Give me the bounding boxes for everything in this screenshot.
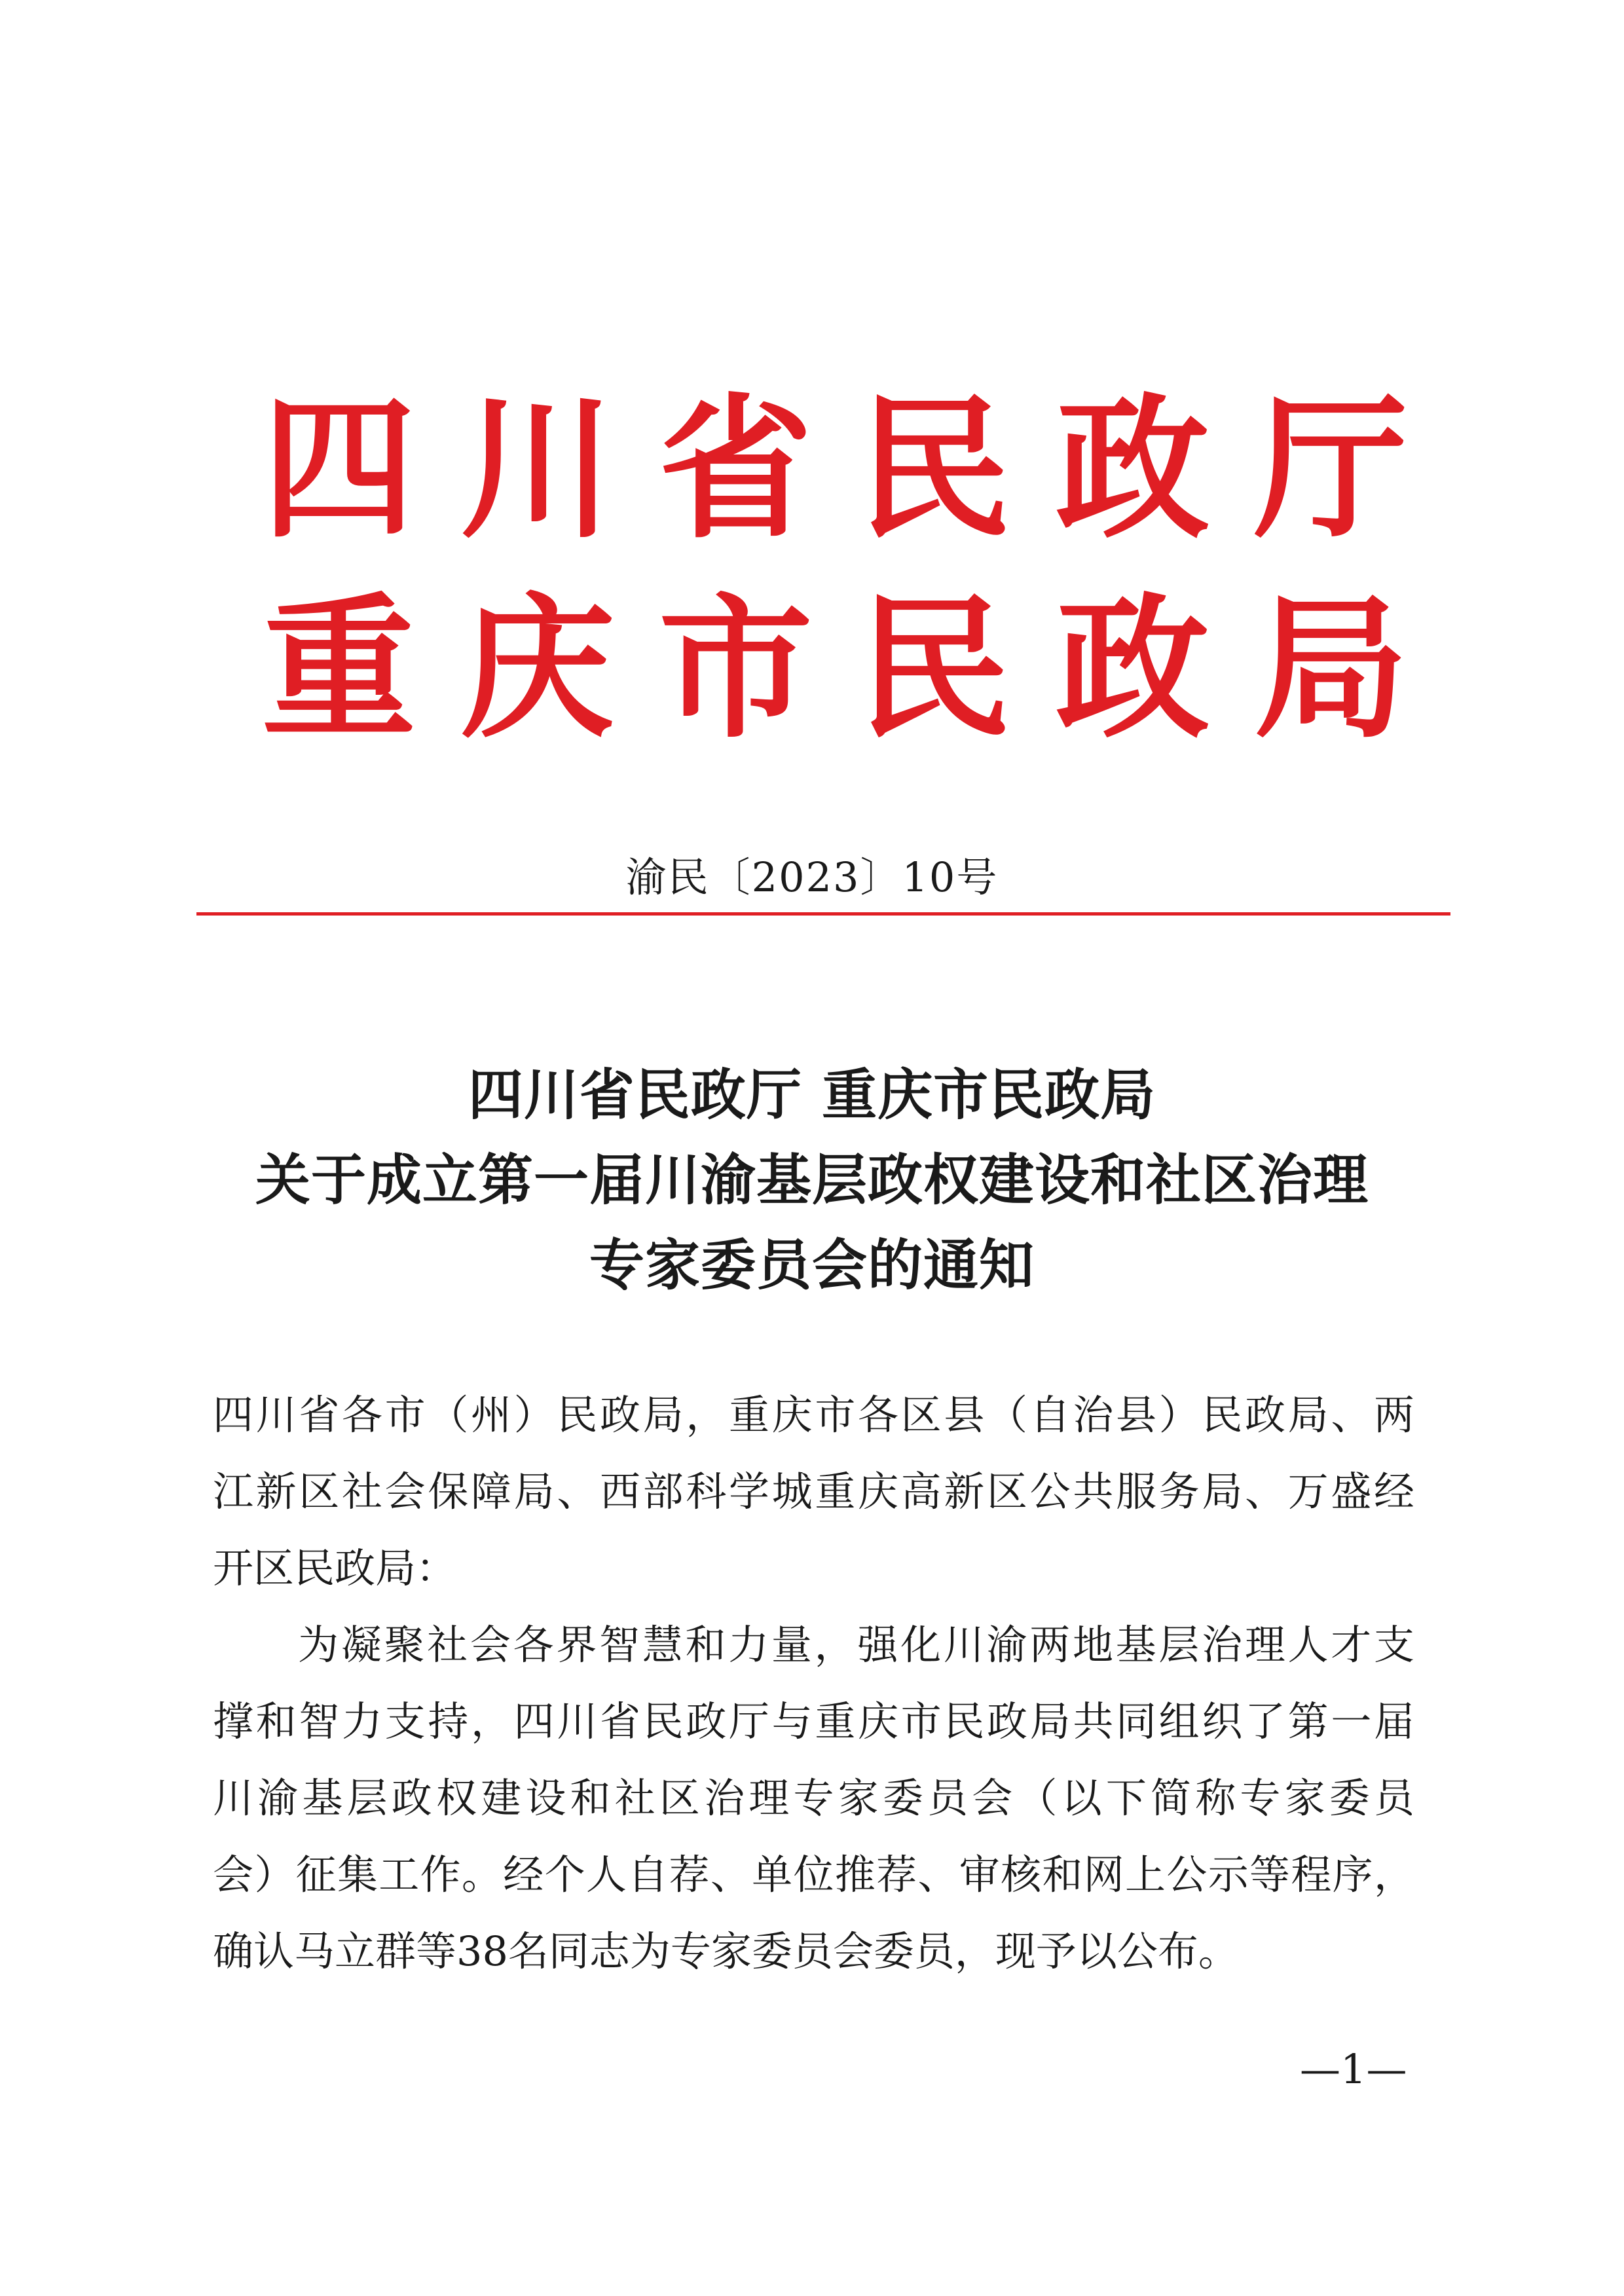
header-char: 四 <box>262 380 416 559</box>
header-char: 民 <box>857 580 1011 759</box>
paragraph-line: 为凝聚社会各界智慧和力量，强化川渝两地基层治理人才支 <box>298 1621 1414 1669</box>
address-line: 江新区社会保障局、西部科学城重庆高新区公共服务局、万盛经 <box>213 1468 1414 1515</box>
header-char: 川 <box>460 380 614 559</box>
paragraph-line: 确认马立群等38名同志为专家委员会委员，现予以公布。 <box>213 1927 1239 1975</box>
address-line: 四川省各市（州）民政局，重庆市各区县（自治县）民政局、两 <box>213 1391 1414 1439</box>
header-char: 民 <box>857 380 1011 559</box>
paragraph-line: 川渝基层政权建设和社区治理专家委员会（以下简称专家委员 <box>213 1774 1414 1822</box>
paragraph-line: 会）征集工作。经个人自荐、单位推荐、审核和网上公示等程序， <box>213 1851 1414 1898</box>
paragraph-line: 撑和智力支持，四川省民政厅与重庆市民政局共同组织了第一届 <box>213 1697 1414 1745</box>
document-title-line-3: 专家委员会的通知 <box>589 1232 1035 1297</box>
document-title-line-1: 四川省民政厅 重庆市民政局 <box>468 1062 1156 1127</box>
issuer-header-chongqing <box>0 580 1624 759</box>
header-char: 重 <box>262 580 416 759</box>
page-number: —1— <box>1300 2045 1407 2093</box>
header-char: 局 <box>1254 580 1408 759</box>
header-char: 庆 <box>460 580 614 759</box>
header-char: 厅 <box>1254 380 1408 559</box>
issuer-header-sichuan <box>0 380 1624 559</box>
header-char: 政 <box>1056 380 1209 559</box>
document-number: 渝民〔2023〕10号 <box>625 853 999 901</box>
red-divider-line <box>196 912 1450 916</box>
header-char: 市 <box>659 580 813 759</box>
address-line: 开区民政局： <box>213 1544 457 1592</box>
document-title-line-2: 关于成立第一届川渝基层政权建设和社区治理 <box>255 1147 1369 1212</box>
header-char: 政 <box>1056 580 1209 759</box>
header-char: 省 <box>659 380 813 559</box>
